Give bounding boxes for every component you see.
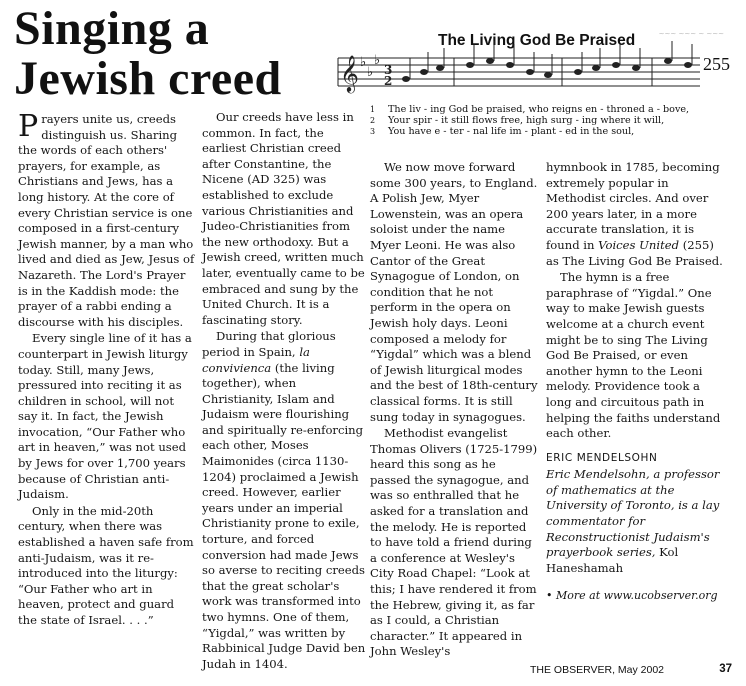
svg-text:♭: ♭ <box>367 65 374 80</box>
music-staff <box>334 22 734 172</box>
treble-clef-icon: 𝄞 <box>340 54 359 92</box>
svg-text:3: 3 <box>384 63 393 77</box>
drop-cap: P <box>18 109 39 144</box>
publication-info: THE OBSERVER, May 2002 <box>530 664 665 676</box>
svg-text:2: 2 <box>384 74 393 88</box>
paragraph: Our creeds have less in common. In fact, the earliest Christian creed after Constantine, the Nicene (AD 325) was established to exclude various Christianities and Judeo-Christianities from the new orthodoxy. But a Jewish creed, written much later, eventually came to be embraced and sung by the United Church. It is a fascinating story. <box>202 110 365 327</box>
hymn-lyric-line: 3 You have e - ter - nal life im - plant - ed in the soul, <box>370 126 635 137</box>
paragraph: Every single line of it has a counterpart in Jewish liturgy today. Still, many Jews, pressured into reciting it as children in school, will not say it. In fact, the Jewish invocation, “Our Father who art in heaven,” was not used by Jews for over 1,700 years because of Christian anti-Judaism. <box>18 331 192 502</box>
headline-line-1: Singing a <box>14 2 210 55</box>
paragraph: During that glorious period in Spain, la convivienca (the living together), when Christianity, Islam and Judaism were flourishing and spiritually re-enforcing each other, Moses Maimonides (circa 1130-1204) proclaimed a Jewish creed. However, earlier years under an imperial Christianity prone to exile, torture, and forced conversion had made Jews so averse to reciting creeds that the great scholar's work was transformed into two hymns. One of them, “Yigdal,” was written by Rabbinical Judge David ben Judah in 1404. <box>202 329 366 671</box>
paragraph: We now move forward some 300 years, to England. A Polish Jew, Myer Lowenstein, was an opera soloist under the name Myer Leoni. He was also Cantor of the Great Synagogue of London, on condition that he not perform in the opera on Jewish holy days. Leoni composed a melody for “Yigdal” which was a blend of Jewish liturgical modes and the best of 18th-century classical forms. It is still sung today in synagogues. <box>370 160 538 424</box>
book-title: Voices United <box>598 237 680 252</box>
hymn-lyric-line: 2 Your spir - it still flows free, high surg - ing where it will, <box>370 115 665 126</box>
italic-phrase: la convivienca <box>202 344 310 375</box>
article-column-4 <box>546 160 724 605</box>
more-link[interactable]: • More at www.ucobserver.org <box>546 589 718 603</box>
paragraph: hymnbook in 1785, becoming extremely popular in Methodist circles. And over 200 years later, in a more accurate translation, it is found in Voices United (255) as The Living God Be Praised. <box>546 160 723 268</box>
article-column-3 <box>370 160 538 661</box>
article-column-1 <box>18 109 196 630</box>
page-footer <box>530 664 740 676</box>
paragraph: Only in the mid-20th century, when there was established a haven safe from anti-Judaism, was it re-introduced into the liturgy: “Our Father who art in heaven, protect and guard the state of Israel. . . .” <box>18 503 194 627</box>
svg-text:♭: ♭ <box>360 55 367 70</box>
author-byline: ERIC MENDELSOHN <box>546 451 658 464</box>
hymn-title: The Living God Be Praised <box>438 32 636 49</box>
hymn-number: 255 <box>703 54 730 74</box>
faint-scan-text: ~~~ ~~~ ~ ~~~ <box>658 30 724 38</box>
page-number: 37 <box>719 663 732 675</box>
paragraph: Methodist evangelist Thomas Olivers (1725-1799) heard this song as he passed the synagogue, and was so enthralled that he asked for a translation and the melody. He is reported to have told a friend during a conference at Wesley's City Road Chapel: “Look at this; I have rendered it from the Hebrew, giving it, as far as I could, a Christian character.” It appeared in John Wesley's <box>370 426 538 659</box>
hymn-lyric-line: 1 The liv - ing God be praised, who reigns en - throned a - bove, <box>370 104 690 115</box>
headline-line-2: Jewish creed <box>14 52 282 105</box>
svg-text:♭: ♭ <box>374 53 381 68</box>
author-bio: Eric Mendelsohn, a professor of mathematics at the University of Toronto, is a lay commentator for Reconstructionist Judaism's prayerbook series, Kol Haneshamah <box>546 467 720 575</box>
paragraph: Prayers unite us, creeds distinguish us. Sharing the words of each others' prayers, for example, as Christians and Jews, has a long history. At the core of every Christian service is one composed in a first-century Jewish manner, by a man who lived and died as Jew, Jesus of Nazareth. The Lord's Prayer is in the Kaddish mode: the prayer of a rabbi ending a discourse with his disciples. <box>18 109 195 329</box>
article-column-2 <box>202 110 366 673</box>
paragraph: The hymn is a free paraphrase of “Yigdal.” One way to make Jewish guests welcome at a church event might be to sing The Living God Be Praised, or even another hymn to the Leoni melody. Providence took a long and circuitous path in helping the faiths understand each other. <box>546 270 721 441</box>
headline <box>14 4 314 104</box>
hymn-excerpt <box>334 22 734 172</box>
